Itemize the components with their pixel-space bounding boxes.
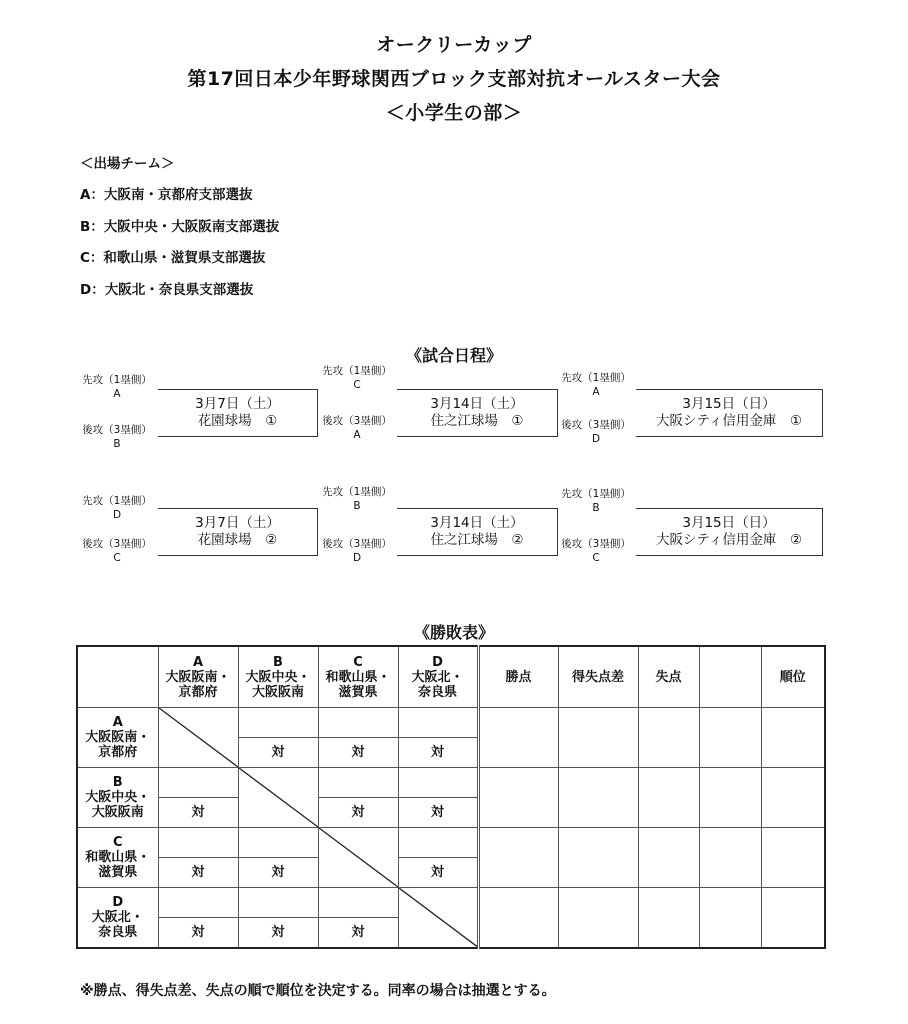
second-team: D <box>591 433 601 445</box>
score-cell[interactable] <box>158 888 238 918</box>
match-box <box>397 508 558 556</box>
diagonal-cell <box>158 708 238 768</box>
first-team: C <box>353 379 361 391</box>
first-batting-side: 先攻（1塁側） A <box>82 374 152 400</box>
match-box <box>397 389 558 437</box>
match-venue: 花園球場 ② <box>197 532 278 548</box>
first-batting-side: 先攻（1塁側） A <box>561 372 631 398</box>
second-team: C <box>113 552 121 564</box>
rank-cell[interactable] <box>761 768 825 828</box>
rank-cell[interactable] <box>761 888 825 948</box>
match-date: 3月15日（日） <box>682 515 776 531</box>
runs-allowed-cell[interactable] <box>638 888 699 948</box>
score-cell[interactable] <box>238 888 318 918</box>
row-header-b: B 大阪中央・ 大阪阪南 <box>77 768 158 828</box>
versus-cell: 対 <box>398 738 478 768</box>
team-header-c: C 和歌山県・ 滋賀県 <box>318 646 398 708</box>
row-header-d: D 大阪北・ 奈良県 <box>77 888 158 948</box>
header-points: 勝点 <box>478 646 558 708</box>
diagonal-cell <box>318 828 398 888</box>
blank-cell[interactable] <box>699 888 761 948</box>
first-batting-side: 先攻（1塁側） B <box>322 486 392 512</box>
blank-cell[interactable] <box>699 828 761 888</box>
diagonal-cell <box>398 888 478 948</box>
diagonal-cell <box>238 768 318 828</box>
versus-cell: 対 <box>158 918 238 948</box>
first-team: D <box>112 509 122 521</box>
match-venue: 花園球場 ① <box>197 413 278 429</box>
division-title: ＜小学生の部＞ <box>385 102 523 124</box>
score-cell[interactable] <box>238 708 318 738</box>
corner-cell <box>77 646 158 708</box>
versus-cell: 対 <box>318 738 398 768</box>
match-date: 3月15日（日） <box>682 396 776 412</box>
second-team: B <box>113 438 121 450</box>
second-team: C <box>592 552 600 564</box>
match-venue: 住之江球場 ① <box>430 413 524 429</box>
row-header-c: C 和歌山県・ 滋賀県 <box>77 828 158 888</box>
rank-cell[interactable] <box>761 828 825 888</box>
points-cell[interactable] <box>478 888 558 948</box>
first-batting-side: 先攻（1塁側） B <box>561 488 631 514</box>
header-rank: 順位 <box>761 646 825 708</box>
match-venue: 大阪シティ信用金庫 ① <box>655 413 803 429</box>
second-batting-side: 後攻（3塁側） A <box>322 415 392 441</box>
match-box <box>158 389 318 437</box>
second-team: D <box>352 552 362 564</box>
table-row-a <box>77 708 825 738</box>
versus-cell: 対 <box>238 738 318 768</box>
blank-cell[interactable] <box>699 708 761 768</box>
versus-cell: 対 <box>238 918 318 948</box>
versus-cell: 対 <box>238 858 318 888</box>
standings-table <box>76 645 826 949</box>
match-venue: 大阪シティ信用金庫 ② <box>655 532 803 548</box>
versus-cell: 対 <box>318 918 398 948</box>
match-date: 3月7日（土） <box>195 396 280 412</box>
team-header-a: A 大阪阪南・ 京都府 <box>158 646 238 708</box>
teams-heading: ＜出場チーム＞ <box>80 156 175 172</box>
team-item-a: A：大阪南・京都府支部選抜 <box>80 187 253 203</box>
table-row-b <box>77 768 825 798</box>
team-item-c: C：和歌山県・滋賀県支部選抜 <box>80 250 266 266</box>
first-team: B <box>353 500 361 512</box>
header-runs-allowed: 失点 <box>638 646 699 708</box>
points-cell[interactable] <box>478 708 558 768</box>
versus-cell: 対 <box>158 798 238 828</box>
runs-allowed-cell[interactable] <box>638 828 699 888</box>
header-goal-difference: 得失点差 <box>558 646 638 708</box>
runs-allowed-cell[interactable] <box>638 708 699 768</box>
second-batting-side: 後攻（3塁側） C <box>561 538 631 564</box>
match-date: 3月7日（土） <box>195 515 280 531</box>
rank-cell[interactable] <box>761 708 825 768</box>
goal-difference-cell[interactable] <box>558 888 638 948</box>
versus-cell: 対 <box>398 858 478 888</box>
match-venue: 住之江球場 ② <box>430 532 524 548</box>
row-header-a: A 大阪阪南・ 京都府 <box>77 708 158 768</box>
tournament-title: 第17回日本少年野球関西ブロック支部対抗オールスター大会 <box>187 68 721 90</box>
schedule-heading: 《試合日程》 <box>405 346 502 365</box>
team-item-d: D：大阪北・奈良県支部選抜 <box>80 282 254 298</box>
first-team: B <box>592 502 600 514</box>
score-cell[interactable] <box>238 828 318 858</box>
table-row-d <box>77 888 825 918</box>
second-batting-side: 後攻（3塁側） C <box>82 538 152 564</box>
team-header-b: B 大阪中央・ 大阪阪南 <box>238 646 318 708</box>
score-cell[interactable] <box>318 768 398 798</box>
first-team: A <box>592 386 600 398</box>
table-row-c <box>77 828 825 858</box>
score-cell[interactable] <box>398 768 478 798</box>
match-date: 3月14日（土） <box>430 396 524 412</box>
score-cell[interactable] <box>398 828 478 858</box>
score-cell[interactable] <box>318 708 398 738</box>
team-item-b: B：大阪中央・大阪阪南支部選抜 <box>80 219 280 235</box>
second-batting-side: 後攻（3塁側） D <box>322 538 392 564</box>
score-cell[interactable] <box>158 828 238 858</box>
second-team: A <box>353 429 361 441</box>
versus-cell: 対 <box>398 798 478 828</box>
standings-heading: 《勝敗表》 <box>413 623 494 642</box>
first-team: A <box>113 388 121 400</box>
versus-cell: 対 <box>158 858 238 888</box>
tournament-sponsor-title: オークリーカップ <box>376 34 532 56</box>
goal-difference-cell[interactable] <box>558 708 638 768</box>
points-cell[interactable] <box>478 828 558 888</box>
second-batting-side: 後攻（3塁側） B <box>82 424 152 450</box>
blank-cell[interactable] <box>699 768 761 828</box>
match-date: 3月14日（土） <box>430 515 524 531</box>
second-batting-side: 後攻（3塁側） D <box>561 419 631 445</box>
ranking-rule-note: ※勝点、得失点差、失点の順で順位を決定する。同率の場合は抽選とする。 <box>80 983 556 999</box>
table-header-row <box>77 646 825 708</box>
runs-allowed-cell[interactable] <box>638 768 699 828</box>
match-box <box>158 508 318 556</box>
header-blank <box>699 646 761 708</box>
first-batting-side: 先攻（1塁側） C <box>322 365 392 391</box>
team-header-d: D 大阪北・ 奈良県 <box>398 646 478 708</box>
first-batting-side: 先攻（1塁側） D <box>82 495 152 521</box>
match-box <box>636 508 823 556</box>
score-cell[interactable] <box>158 768 238 798</box>
match-box <box>636 389 823 437</box>
goal-difference-cell[interactable] <box>558 768 638 828</box>
score-cell[interactable] <box>318 888 398 918</box>
points-cell[interactable] <box>478 768 558 828</box>
score-cell[interactable] <box>398 708 478 738</box>
versus-cell: 対 <box>318 798 398 828</box>
goal-difference-cell[interactable] <box>558 828 638 888</box>
